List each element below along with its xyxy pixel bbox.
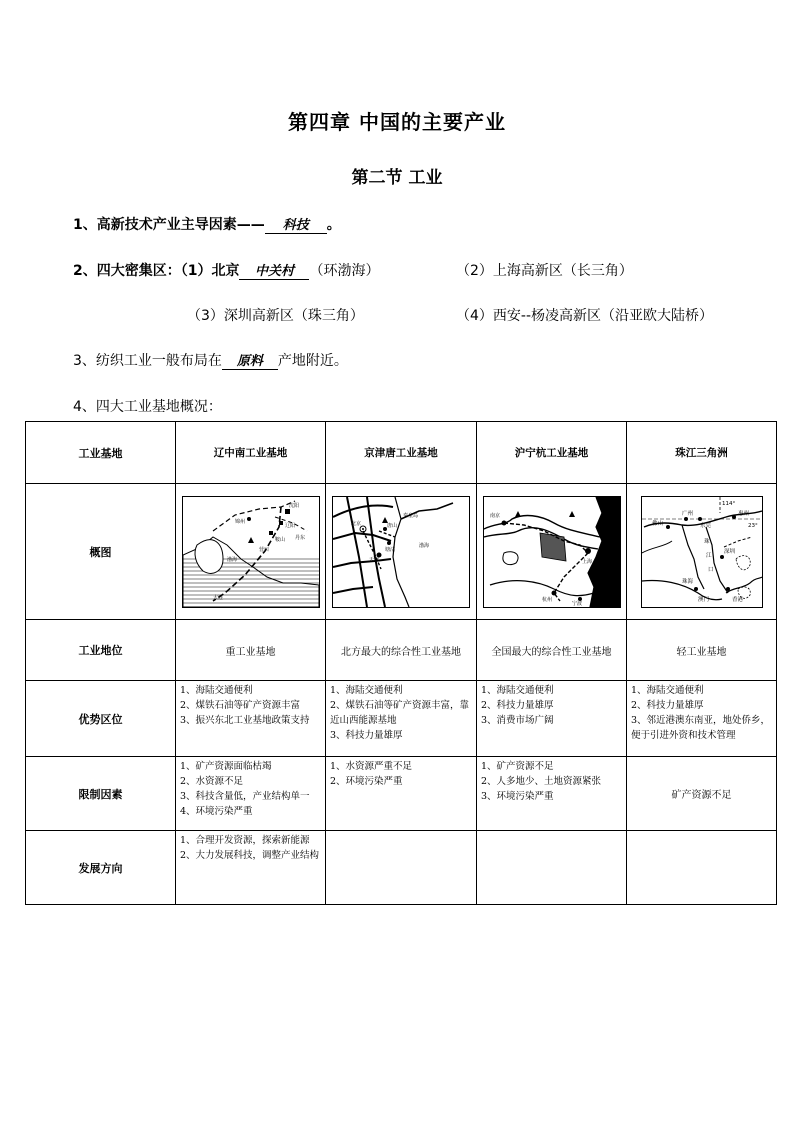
label-liaoyang: 辽阳 xyxy=(284,522,295,529)
list-item: 1、海陆交通便利 xyxy=(180,685,253,696)
list-item: 1、水资源严重不足 xyxy=(330,761,413,772)
list-item: 3、科技力量雄厚 xyxy=(330,730,403,741)
question-3-prefix: 3、纺织工业一般布局在 xyxy=(73,353,222,369)
list-item: 2、煤铁石油等矿产资源丰富 xyxy=(180,700,301,711)
list-item: 1、海陆交通便利 xyxy=(330,685,403,696)
row-label-direction: 发展方向 xyxy=(26,831,176,905)
row-label-advantages: 优势区位 xyxy=(26,681,176,757)
col-header-jingjintang: 京津唐工业基地 xyxy=(326,422,477,484)
question-3-suffix: 产地附近。 xyxy=(277,353,348,369)
list-item: 3、消费市场广阔 xyxy=(481,715,554,726)
label-tanggu: 塘沽 xyxy=(385,546,396,553)
label-bohai-sea: 渤海 xyxy=(419,542,430,549)
label-huizhou: 惠州 xyxy=(737,510,749,517)
label-qinhuangdao: 秦皇岛 xyxy=(403,512,419,519)
limits-jingjintang xyxy=(326,757,477,831)
status-jingjintang: 北方最大的综合性工业基地 xyxy=(326,620,477,681)
status-liaozhongnan: 重工业基地 xyxy=(176,620,326,681)
question-2-prefix: 2、四大密集区：（1）北京 xyxy=(73,263,240,279)
list-item: 2、煤铁石油等矿产资源丰富，靠近山西能源基地 xyxy=(330,700,470,726)
label-bohai: 渤海 xyxy=(226,556,237,563)
question-4: 4、四大工业基地概况： xyxy=(73,399,222,415)
list-item: 1、矿产资源不足 xyxy=(481,761,554,772)
question-1-answer: 科技 xyxy=(265,218,327,234)
question-1-suffix: 。 xyxy=(326,217,341,233)
list-item: 2、人多地少、土地资源紧张 xyxy=(481,776,602,787)
list-item: 2、水资源不足 xyxy=(180,776,244,787)
col-header-zhujiang: 珠江三角洲 xyxy=(627,422,777,484)
label-tangshan: 唐山 xyxy=(387,522,398,529)
huninghang-map xyxy=(483,496,621,608)
industrial-base-table xyxy=(25,421,777,905)
status-zhujiang: 轻工业基地 xyxy=(627,620,777,681)
direction-jingjintang xyxy=(326,831,477,905)
label-zhuhai: 珠海 xyxy=(681,578,693,585)
question-2-shenzhen: （3）深圳高新区（珠三角） xyxy=(187,308,364,324)
chapter-title: 第四章 中国的主要产业 xyxy=(288,110,506,134)
label-ningbo: 宁波 xyxy=(571,600,582,607)
table-row-status xyxy=(26,620,777,681)
label-tianjin: 天津 xyxy=(369,556,380,563)
advantages-huninghang xyxy=(477,681,627,757)
limits-huninghang xyxy=(477,757,627,831)
jingjintang-map xyxy=(332,496,470,608)
label-yingkou: 营口 xyxy=(258,546,269,553)
question-2-suffix: （环渤海） xyxy=(309,263,380,279)
label-jinzhou: 锦州 xyxy=(234,518,245,525)
label-shanghai: 上海 xyxy=(581,558,592,565)
advantages-liaozhongnan xyxy=(176,681,326,757)
list-item: 1、海陆交通便利 xyxy=(481,685,554,696)
label-dongguan: 东莞 xyxy=(699,522,711,529)
list-item: 3、环境污染严重 xyxy=(481,791,554,802)
list-item: 2、环境污染严重 xyxy=(330,776,403,787)
label-foshan: 佛山 xyxy=(651,520,663,527)
question-1-prefix: 1、高新技术产业主导因素—— xyxy=(73,217,265,233)
corner-header: 工业基地 xyxy=(26,422,176,484)
status-huninghang: 全国最大的综合性工业基地 xyxy=(477,620,627,681)
list-item: 1、矿产资源面临枯竭 xyxy=(180,761,272,772)
map-cell-liaozhongnan xyxy=(176,484,326,620)
label-hongkong: 香港 xyxy=(731,596,743,603)
advantages-jingjintang xyxy=(326,681,477,757)
advantages-zhujiang xyxy=(627,681,777,757)
label-macau: 澳门 xyxy=(697,596,709,603)
label-dalian: 大连 xyxy=(212,594,223,601)
list-item: 3、振兴东北工业基地政策支持 xyxy=(180,715,310,726)
col-header-liaozhongnan: 辽中南工业基地 xyxy=(176,422,326,484)
question-3-answer: 原料 xyxy=(222,354,278,370)
label-dandong: 丹东 xyxy=(294,534,305,541)
row-label-map: 概图 xyxy=(26,484,176,620)
section-title: 第二节 工业 xyxy=(351,168,443,188)
question-3 xyxy=(73,350,348,370)
question-2-shanghai: （2）上海高新区（长三角） xyxy=(456,263,633,279)
list-item: 2、大力发展科技，调整产业结构 xyxy=(180,850,320,861)
question-2 xyxy=(73,260,379,280)
direction-huninghang xyxy=(477,831,627,905)
list-item: 1、合理开发资源，探索新能源 xyxy=(180,835,310,846)
question-2-xian: （4）西安--杨凌高新区（沿亚欧大陆桥） xyxy=(456,308,714,324)
question-2-answer: 中关村 xyxy=(239,264,309,280)
list-item: 2、科技力量雄厚 xyxy=(631,700,704,711)
label-longitude: 114° xyxy=(721,500,735,507)
limits-zhujiang: 矿产资源不足 xyxy=(627,757,777,831)
table-row-advantages xyxy=(26,681,777,757)
label-hangzhou: 杭州 xyxy=(541,596,552,603)
direction-zhujiang xyxy=(627,831,777,905)
list-item: 2、科技力量雄厚 xyxy=(481,700,554,711)
map-cell-huninghang xyxy=(477,484,627,620)
table-row-limits xyxy=(26,757,777,831)
list-item: 1、海陆交通便利 xyxy=(631,685,704,696)
row-label-limits: 限制因素 xyxy=(26,757,176,831)
map-cell-jingjintang xyxy=(326,484,477,620)
direction-liaozhongnan xyxy=(176,831,326,905)
table-row-direction xyxy=(26,831,777,905)
row-label-status: 工业地位 xyxy=(26,620,176,681)
question-1 xyxy=(73,214,341,234)
label-shenzhen: 深圳 xyxy=(723,548,735,555)
table-header-row xyxy=(26,422,777,484)
map-cell-zhujiang xyxy=(627,484,777,620)
list-item: 3、邻近港澳东南亚，地处侨乡，便于引进外资和技术管理 xyxy=(631,715,771,741)
limits-liaozhongnan xyxy=(176,757,326,831)
label-kou: 口 xyxy=(707,566,714,573)
label-anshan: 鞍山 xyxy=(274,536,285,543)
liaozhongnan-map xyxy=(182,496,320,608)
label-guangzhou: 广州 xyxy=(681,510,693,517)
list-item: 3、科技含量低，产业结构单一 xyxy=(180,791,310,802)
col-header-luningHang: 沪宁杭工业基地 xyxy=(477,422,627,484)
label-latitude: 23° xyxy=(747,522,758,529)
label-shenyang: 沈阳 xyxy=(288,502,299,509)
label-nanjing: 南京 xyxy=(489,512,500,519)
label-beijing: 北京 xyxy=(351,520,362,527)
table-row-map xyxy=(26,484,777,620)
label-zhu: 珠 xyxy=(703,538,710,545)
label-jiang: 江 xyxy=(705,552,712,559)
zhujiang-map xyxy=(641,496,763,608)
list-item: 4、环境污染严重 xyxy=(180,806,253,817)
